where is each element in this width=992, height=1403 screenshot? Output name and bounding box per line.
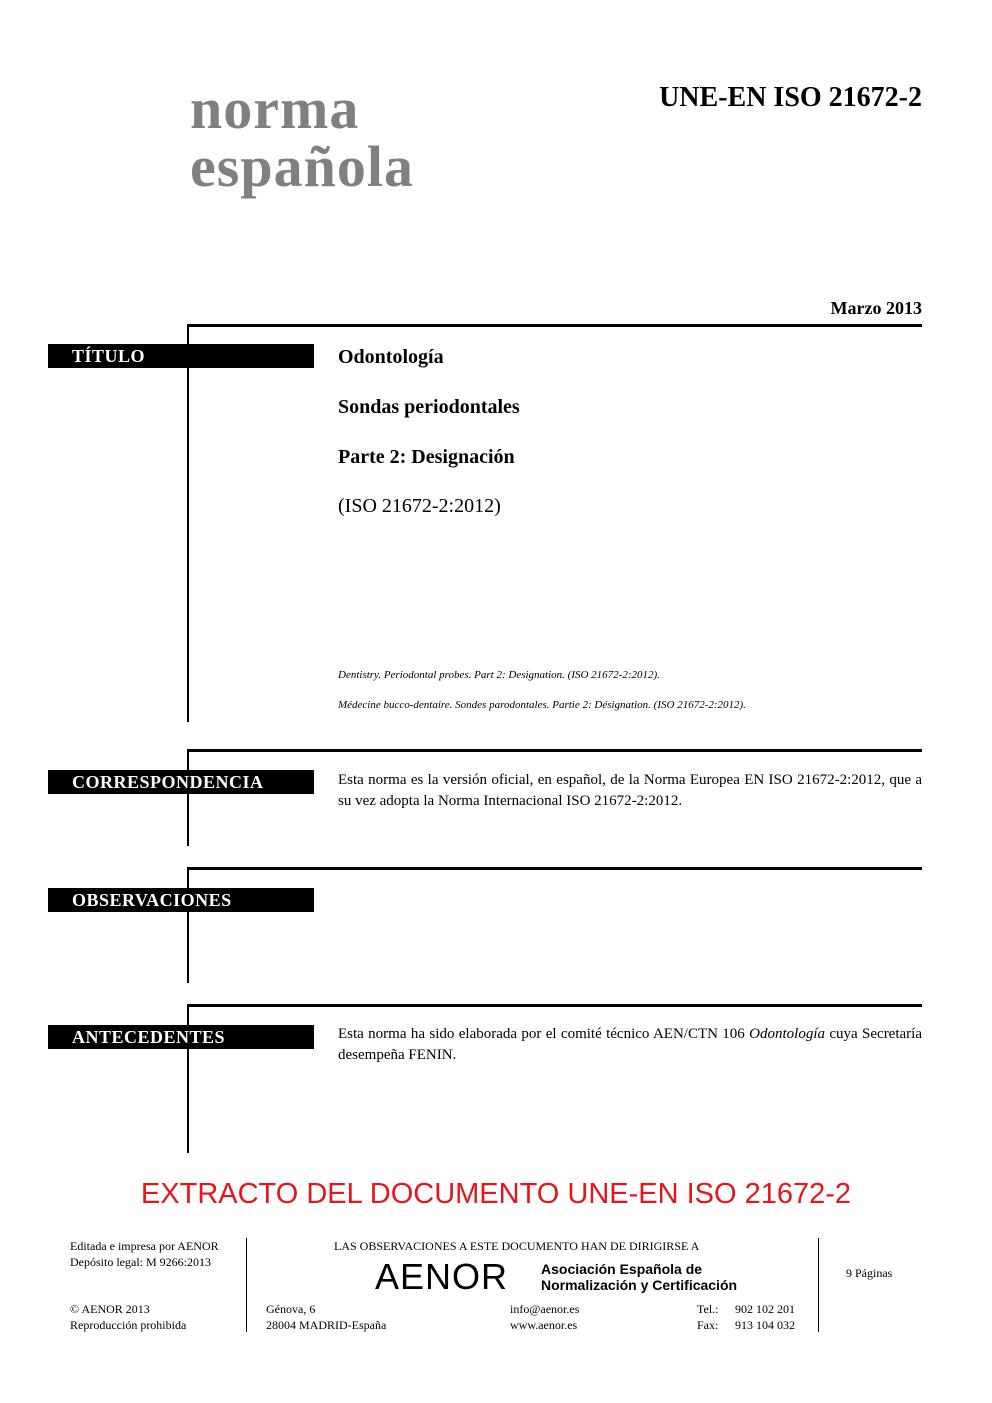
title-line-3: Parte 2: Designación (338, 446, 515, 468)
observations-note: LAS OBSERVACIONES A ESTE DOCUMENTO HAN DE DIRIGIRSE A (334, 1239, 700, 1253)
committee-name: Odontología (749, 1026, 825, 1042)
title-line-2: Sondas periodontales (338, 396, 520, 418)
antecedentes-text-start: Esta norma ha sido elaborada por el comité técnico AEN/CTN 106 (338, 1026, 750, 1042)
title-line-1: Odontología (338, 346, 444, 368)
legal-deposit: Depósito legal: M 9266:2013 (70, 1255, 211, 1269)
fax-number: 913 104 032 (735, 1318, 795, 1332)
contact-email[interactable]: info@aenor.es (510, 1302, 580, 1316)
correspondencia-text: Esta norma es la versión oficial, en español, de la Norma Europea EN ISO 21672-2:2012, que a su vez adopta la Norma Internacional ISO 21672-2:2012. (338, 772, 922, 809)
edited-by: Editada e impresa por AENOR (70, 1239, 219, 1253)
footer-copyright (70, 1301, 186, 1333)
english-title: Dentistry. Periodontal probes. Part 2: Designation. (ISO 21672-2:2012). (338, 669, 660, 681)
brand-line-1: norma (190, 76, 360, 141)
address-street: Génova, 6 (266, 1302, 316, 1316)
copyright: © AENOR 2013 (70, 1302, 150, 1316)
aenor-org-name (541, 1261, 737, 1293)
tel-number: 902 102 201 (735, 1302, 795, 1316)
publication-date: Marzo 2013 (830, 298, 922, 318)
footer-contact (510, 1301, 579, 1333)
section-divider-correspondencia (188, 749, 922, 752)
iso-reference: (ISO 21672-2:2012) (338, 495, 501, 517)
address-city: 28004 MADRID-España (266, 1318, 387, 1332)
footer-divider-left (246, 1238, 247, 1332)
section-rule-observaciones (187, 867, 189, 983)
aenor-logo: AENOR (375, 1256, 509, 1297)
footer-phone (697, 1301, 795, 1333)
section-divider-antecedentes (188, 1004, 922, 1007)
page-count: 9 Páginas (846, 1266, 893, 1280)
section-divider-observaciones (188, 867, 922, 870)
section-divider-titulo (188, 324, 922, 327)
org-name-line-2: Normalización y Certificación (541, 1277, 738, 1293)
footer-address (266, 1301, 386, 1333)
reproduction-notice: Reproducción prohibida (70, 1318, 187, 1332)
antecedentes-text (338, 1024, 922, 1066)
brand-line-2: española (190, 134, 414, 199)
footer-edition (70, 1238, 219, 1270)
contact-web[interactable]: www.aenor.es (510, 1318, 578, 1332)
brand-title (190, 76, 414, 199)
org-name-line-1: Asociación Española de (541, 1261, 703, 1277)
section-label-observaciones: OBSERVACIONES (48, 888, 314, 912)
footer-divider-right (818, 1238, 819, 1332)
fax-label: Fax: (697, 1318, 719, 1332)
section-label-titulo: TÍTULO (48, 344, 314, 368)
section-label-correspondencia: CORRESPONDENCIA (48, 770, 314, 794)
antecedentes-text-end: cuya Secretaría desempeña FENIN. (338, 1026, 922, 1063)
tel-label: Tel.: (697, 1302, 719, 1316)
section-rule-titulo (187, 324, 189, 722)
extract-notice: EXTRACTO DEL DOCUMENTO UNE-EN ISO 21672-2 (140, 1178, 852, 1210)
section-label-antecedentes: ANTECEDENTES (48, 1025, 314, 1049)
section-rule-correspondencia (187, 749, 189, 846)
french-title: Médecine bucco-dentaire. Sondes parodontales. Partie 2: Désignation. (ISO 21672-2:2012). (338, 699, 746, 711)
standard-code: UNE-EN ISO 21672-2 (659, 82, 922, 113)
